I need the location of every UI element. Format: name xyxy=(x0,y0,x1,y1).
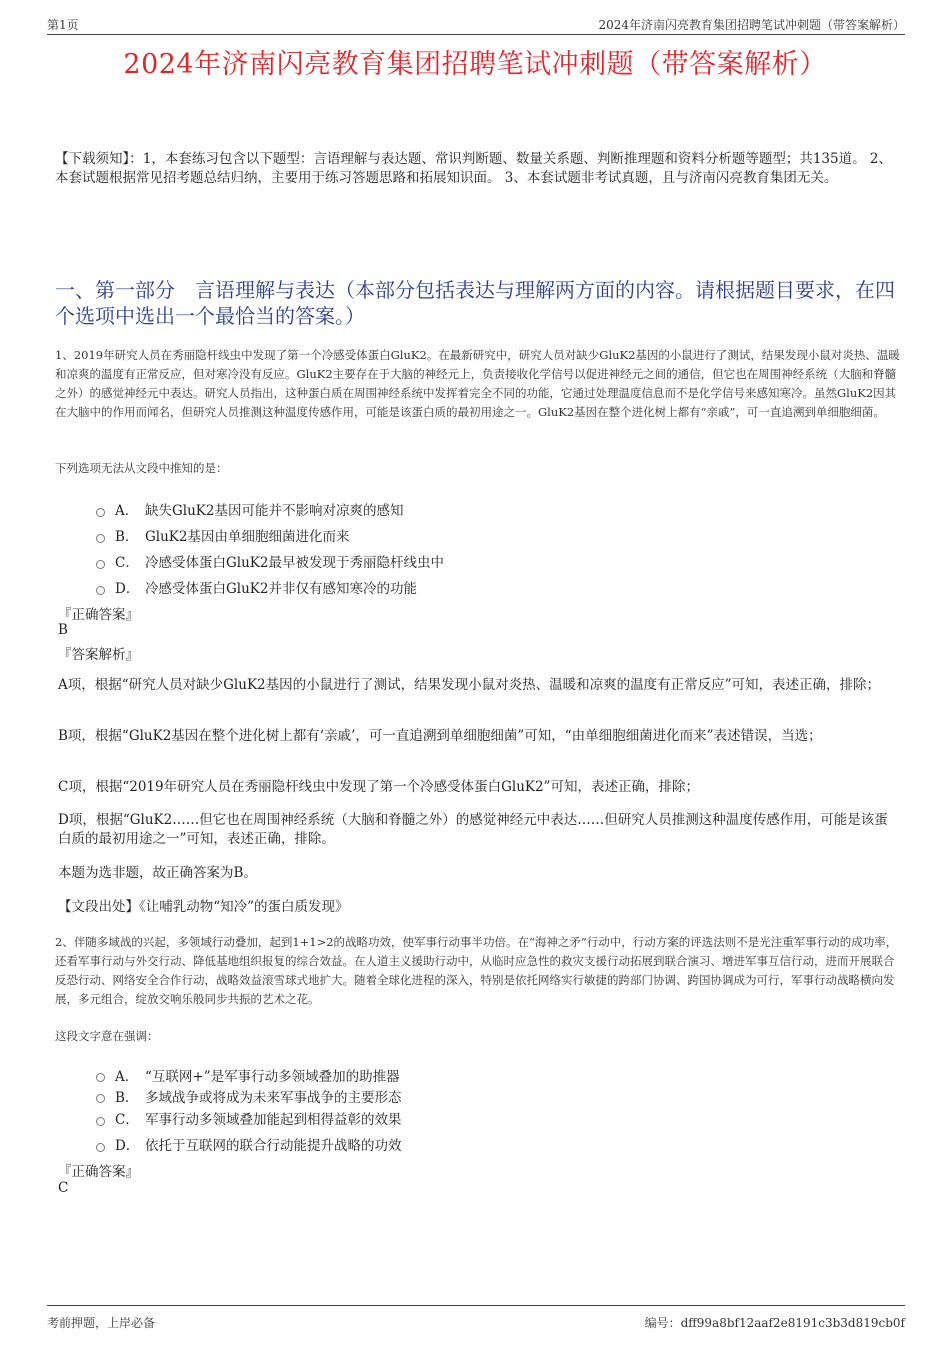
download-notice: 【下载须知】：1，本套练习包含以下题型：言语理解与表达题、常识判断题、数量关系题、判断推理题和资料分析题等题型；共135道。 2、本套试题根据常见招考题总结归纳，主要用于练习答题思路和拓展知识面。 3、本套试题非考试真题，且与济南闪亮教育集团无关。 xyxy=(55,151,892,186)
radio-icon[interactable] xyxy=(96,560,105,569)
option-b[interactable]: B． 多域战争或将成为未来军事战争的主要形态 xyxy=(96,1086,402,1105)
question-2-text: 2、伴随多域战的兴起，多领域行动叠加，起到1+1>2的战略功效，使军事行动事半功倍。在“海神之矛”行动中，行动方案的评选法则不是光注重军事行动的成功率，还看军事行动与外交行动、降低基地组织报复的综合效益。在人道主义援助行动中，从临时应急性的救灾支援行动拓展到联合演习、增进军事互信行动，进而开展联合反恐行动、网络安全合作行动，战略效益滚雪球式地扩大。随着全球化进程的深入，特别是依托网络实行敏捷的跨部门协调、跨国协调成为可行，军事行动战略横向发展，多元组合，绽放交响乐般同步共振的艺术之花。 xyxy=(55,935,898,1006)
radio-icon[interactable] xyxy=(96,586,105,595)
option-d[interactable]: D． 依托于互联网的联合行动能提升战略的功效 xyxy=(96,1131,402,1157)
section-title: 一、第一部分 言语理解与表达（本部分包括表达与理解两方面的内容。请根据题目要求，在四个选项中选出一个最恰当的答案。） xyxy=(55,278,895,328)
question-2-options xyxy=(96,1063,402,1157)
radio-icon[interactable] xyxy=(96,1073,105,1082)
option-text: 缺失GluK2基因可能并不影响对凉爽的感知 xyxy=(145,503,404,519)
option-c[interactable]: C． 冷感受体蛋白GluK2最早被发现于秀丽隐杆线虫中 xyxy=(96,548,444,574)
header-doc-title: 2024年济南闪亮教育集团招聘笔试冲刺题（带答案解析） xyxy=(598,18,905,32)
analysis-b: B项，根据“GluK2基因在整个进化树上都有‘亲戚’，可一直追溯到单细胞细菌”可知，“由单细胞细菌进化而来”表述错误，当选； xyxy=(58,728,822,744)
analysis-conclusion: 本题为选非题，故正确答案为B。 xyxy=(58,865,257,881)
page-footer xyxy=(47,1305,905,1332)
option-text: GluK2基因由单细胞细菌进化而来 xyxy=(145,529,350,545)
answer-label: 『正确答案』 xyxy=(58,1164,139,1180)
question-1-text: 1、2019年研究人员在秀丽隐杆线虫中发现了第一个冷感受体蛋白GluK2。在最新研究中，研究人员对缺少GluK2基因的小鼠进行了测试，结果发现小鼠对炎热、温暖和凉爽的温度有正常反应，但对寒冷没有反应。GluK2主要存在于大脑的神经元上，负责接收化学信号以促进神经元之间的通信，但它也在周围神经系统（大脑和脊髓之外）的感觉神经元中表达。研究人员指出，这种蛋白质在周围神经系统中发挥着完全不同的功能，它通过处理温度信息而不是化学信号来感知寒冷。虽然GluK2因其在大脑中的作用而闻名，但研究人员推测这种温度传感作用，可能是该蛋白质的最初用途之一。GluK2基因在整个进化树上都有“亲戚”，可一直追溯到单细胞细菌。 xyxy=(55,348,900,419)
radio-icon[interactable] xyxy=(96,1094,105,1103)
option-text: 多域战争或将成为未来军事战争的主要形态 xyxy=(145,1089,402,1106)
analysis-label: 『答案解析』 xyxy=(58,647,139,663)
document-id: 编号：dff99a8bf12aaf2e8191c3b3d819cb0f xyxy=(644,1316,905,1330)
option-text: “互联网+”是军事行动多领域叠加的助推器 xyxy=(145,1068,400,1085)
analysis-a: A项，根据“研究人员对缺少GluK2基因的小鼠进行了测试，结果发现小鼠对炎热、温暖和凉爽的温度有正常反应”可知，表述正确，排除； xyxy=(58,677,881,693)
radio-icon[interactable] xyxy=(96,508,105,517)
answer-value: C xyxy=(58,1180,69,1196)
option-b[interactable]: B． GluK2基因由单细胞细菌进化而来 xyxy=(96,522,444,548)
source-citation: 【文段出处】《让哺乳动物“知冷”的蛋白质发现》 xyxy=(58,899,349,915)
question-2-prompt: 这段文字意在强调： xyxy=(55,1029,159,1043)
option-d[interactable]: D． 冷感受体蛋白GluK2并非仅有感知寒冷的功能 xyxy=(96,574,444,600)
question-1-prompt: 下列选项无法从文段中推知的是： xyxy=(55,461,228,475)
option-a[interactable]: A． “互联网+”是军事行动多领域叠加的助推器 xyxy=(96,1063,402,1086)
page-header xyxy=(47,14,905,35)
analysis-d: D项，根据“GluK2……但它也在周围神经系统（大脑和脊髓之外）的感觉神经元中表达……但研究人员推测这种温度传感作用，可能是该蛋白质的最初用途之一”可知，表述正确，排除。 xyxy=(58,812,888,847)
option-a[interactable]: A． 缺失GluK2基因可能并不影响对凉爽的感知 xyxy=(96,496,444,522)
option-text: 军事行动多领域叠加能起到相得益彰的效果 xyxy=(145,1112,402,1128)
radio-icon[interactable] xyxy=(96,1117,105,1126)
radio-icon[interactable] xyxy=(96,534,105,543)
answer-label: 『正确答案』 xyxy=(58,607,139,623)
option-text: 冷感受体蛋白GluK2最早被发现于秀丽隐杆线虫中 xyxy=(145,555,444,571)
option-c[interactable]: C． 军事行动多领域叠加能起到相得益彰的效果 xyxy=(96,1105,402,1131)
page-title: 2024年济南闪亮教育集团招聘笔试冲刺题（带答案解析） xyxy=(123,49,827,80)
analysis-c: C项，根据“2019年研究人员在秀丽隐杆线虫中发现了第一个冷感受体蛋白GluK2”可知，表述正确，排除； xyxy=(58,779,699,795)
option-text: 依托于互联网的联合行动能提升战略的功效 xyxy=(145,1138,402,1154)
page-number: 第1页 xyxy=(47,18,79,32)
answer-value: B xyxy=(58,622,68,638)
question-1-options xyxy=(96,496,444,600)
option-text: 冷感受体蛋白GluK2并非仅有感知寒冷的功能 xyxy=(145,581,417,597)
radio-icon[interactable] xyxy=(96,1143,105,1152)
footer-slogan: 考前押题，上岸必备 xyxy=(47,1316,156,1330)
